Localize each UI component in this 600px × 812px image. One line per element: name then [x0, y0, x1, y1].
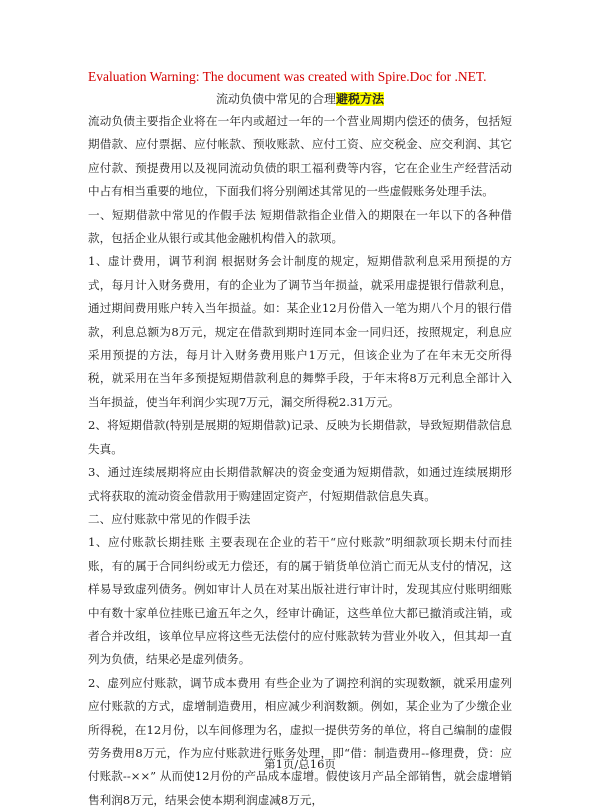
page-number-footer: 第1页/总16页	[264, 757, 336, 771]
paragraph-item: 1、虚计费用，调节利润 根据财务会计制度的规定，短期借款利息采用预提的方式，每月计入财务费用，有的企业为了调节当年损益，就采用虚提银行借款利息，通过期间费用账户转入当年损益。如：某企业12月份借入一笔为期八个月的银行借款，利息总额为8万元，规定在借款到期时连同本金一同归还，按照规定，利息应采用预提的方法，每月计入财务费用账户1万元，但该企业为了在年末无交所得税，就采用在当年多预提短期借款利息的舞弊手段，于年末将8万元利息全部计入当年损益，使当年利润少实现7万元，漏交所得税2.31万元。	[88, 254, 512, 409]
paragraph-item: 2、将短期借款(特别是展期的短期借款)记录、反映为长期借款，导致短期借款信息失真。	[88, 418, 512, 456]
evaluation-warning: Evaluation Warning: The document was created with Spire.Doc for .NET.	[88, 69, 487, 84]
paragraph-item: 2、虚列应付账款，调节成本费用 有些企业为了调控利润的实现数额，就采用虚列应付账款的方式，虚增制造费用，相应减少利润数额。例如，某企业为了少缴企业所得税，在12月份，以车间修理为名，虚拟一提供劳务的单位，将自己编制的虚假劳务费用8万元，作为应付账款进行账务处理，即“借：制造费用--修理费，贷：应付账款--××” 从而使12月份的产品成本虚增。假使该月产品全部销售，就会虚增销售利润8万元，结果会使本期利润虚减8万元，	[88, 675, 512, 807]
title-highlight: 避税方法	[336, 92, 385, 106]
paragraph-item: 1、应付账款长期挂账 主要表现在企业的若干“应付账款”明细款项长期未付而挂账，有的属于合同纠纷或无力偿还，有的属于销货单位消亡而无从支付的情况，这样易导致虚列债务。例如审计人员在对某出版社进行审计时，发现其应付账明细账中有数十家单位挂账已逾五年之久，经审计确证，这些单位大都已撤消或注销，或者合并改组，该单位早应将这些无法偿付的应付账款转为营业外收入，但其却一直列为负债，结果必是虚列债务。	[88, 535, 512, 667]
document-body	[88, 110, 512, 812]
title-text: 流动负债中常见的合理	[215, 92, 336, 106]
paragraph-item: 3、通过连续展期将应由长期借款解决的资金变通为短期借款，如通过连续展期形式将获取的流动资金借款用于购建固定资产，付短期借款信息失真。	[88, 465, 512, 503]
section-heading-accounts-payable: 二、应付账款中常见的作假手法	[88, 511, 251, 526]
paragraph-intro: 流动负债主要指企业将在一年内或超过一年的一个营业周期内偿还的债务，包括短期借款、应付票据、应付帐款、预收账款、应付工资、应交税金、应交利润、其它应付款、预提费用以及视同流动负债的职工福利费等内容，它在企业生产经营活动中占有相当重要的地位，下面我们将分别阐述其常见的一些虚假账务处理手法。	[88, 114, 512, 199]
document-title	[88, 88, 512, 110]
section-heading-short-term-loans: 一、短期借款中常见的作假手法 短期借款指企业借入的期限在一年以下的各种借款，包括企业从银行或其他金融机构借入的款项。	[88, 207, 512, 246]
